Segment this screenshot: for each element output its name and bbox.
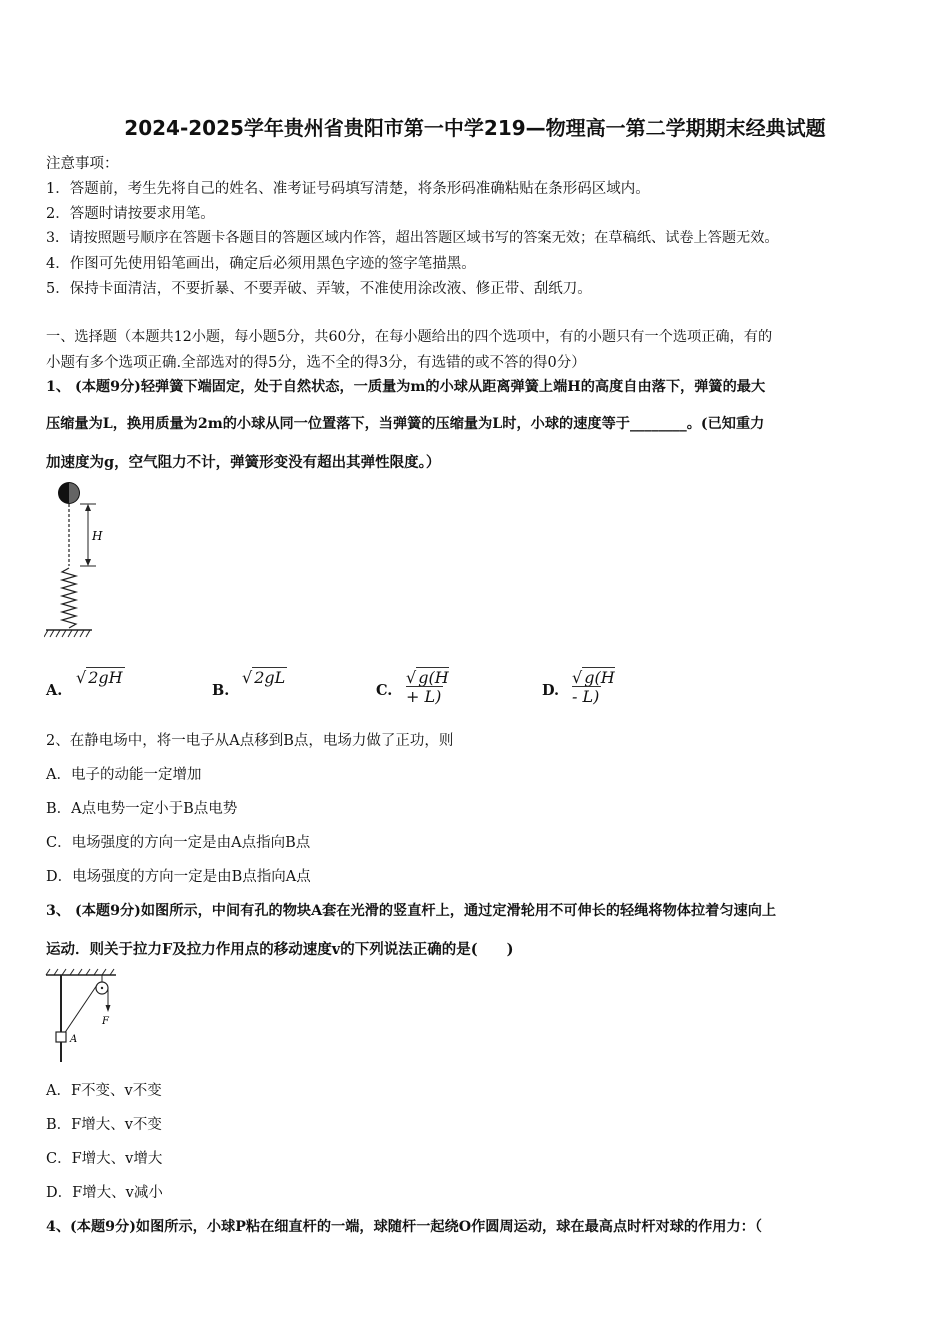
- notice-heading: 注意事项：: [46, 156, 119, 172]
- q1-stem-line2: 压缩量为L，换用质量为2m的小球从同一位置落下，当弹簧的压缩量为L时，小球的速度等于________。(已知重力: [46, 416, 765, 432]
- force-label: F: [102, 1016, 109, 1027]
- height-label: H: [92, 529, 103, 543]
- q4-stem-line1: 4、(本题9分)如图所示，小球P粘在细直杆的一端，球随杆一起绕O作圆周运动，球在最高点时杆对球的作用力：（: [46, 1219, 762, 1235]
- notice-item: 4．作图可先使用铅笔画出，确定后必须用黑色字迹的签字笔描黑。: [46, 256, 476, 272]
- notice-item: 2．答题时请按要求用笔。: [46, 206, 215, 222]
- notice-item: 5．保持卡面清洁，不要折暴、不要弄破、弄皱，不准使用涂改液、修正带、刮纸刀。: [46, 281, 592, 297]
- q3-stem-line2: 运动．则关于拉力F及拉力作用点的移动速度v的下列说法正确的是( ): [46, 941, 514, 958]
- q2-option-a[interactable]: A．电子的动能一定增加: [46, 767, 202, 783]
- q3-option-b[interactable]: B．F增大、v不变: [46, 1117, 162, 1133]
- section-heading-line1: 一、选择题（本题共12小题，每小题5分，共60分，在每小题给出的四个选项中，有的小题只有一个选项正确，有的: [46, 329, 773, 345]
- notice-item: 1．答题前，考生先将自己的姓名、准考证号码填写清楚，将条形码准确粘贴在条形码区域内。: [46, 181, 650, 197]
- section-heading-line2: 小题有多个选项正确.全部选对的得5分，选不全的得3分，有选错的或不答的得0分）: [46, 355, 586, 371]
- q1-stem-line3: 加速度为g，空气阻力不计，弹簧形变没有超出其弹性限度。）: [46, 454, 441, 471]
- notice-item: 3．请按照题号顺序在答题卡各题目的答题区域内作答，超出答题区域书写的答案无效；在草稿纸、试卷上答题无效。: [46, 230, 779, 246]
- block-icon: [56, 1032, 66, 1042]
- q1-options: A. √ 2gH B. √ 2gL C. √ g(H + L) D. √ g(H - L): [46, 668, 615, 706]
- q2-option-c[interactable]: C．电场强度的方向一定是由A点指向B点: [46, 835, 311, 851]
- q3-option-d[interactable]: D．F增大、v减小: [46, 1185, 163, 1201]
- q2-option-b[interactable]: B．A点电势一定小于B点电势: [46, 801, 238, 817]
- block-label: A: [70, 1034, 78, 1045]
- page-title: 2024-2025学年贵州省贵阳市第一中学219—物理高一第二学期期末经典试题: [124, 116, 826, 140]
- pulley-block-figure: [44, 968, 120, 1064]
- q2-option-d[interactable]: D．电场强度的方向一定是由B点指向A点: [46, 869, 311, 885]
- spring-ball-figure: [44, 480, 106, 640]
- q3-option-a[interactable]: A．F不变、v不变: [46, 1083, 162, 1099]
- q3-option-c[interactable]: C．F增大、v增大: [46, 1151, 163, 1167]
- q2-stem: 2、在静电场中，将一电子从A点移到B点，电场力做了正功，则: [46, 733, 454, 749]
- q3-stem-line1: 3、 (本题9分)如图所示，中间有孔的物块A套在光滑的竖直杆上，通过定滑轮用不可伸长的轻绳将物体拉着匀速向上: [46, 903, 777, 919]
- q1-stem-line1: 1、 (本题9分)轻弹簧下端固定，处于自然状态，一质量为m的小球从距离弹簧上端H的高度自由落下，弹簧的最大: [46, 379, 766, 395]
